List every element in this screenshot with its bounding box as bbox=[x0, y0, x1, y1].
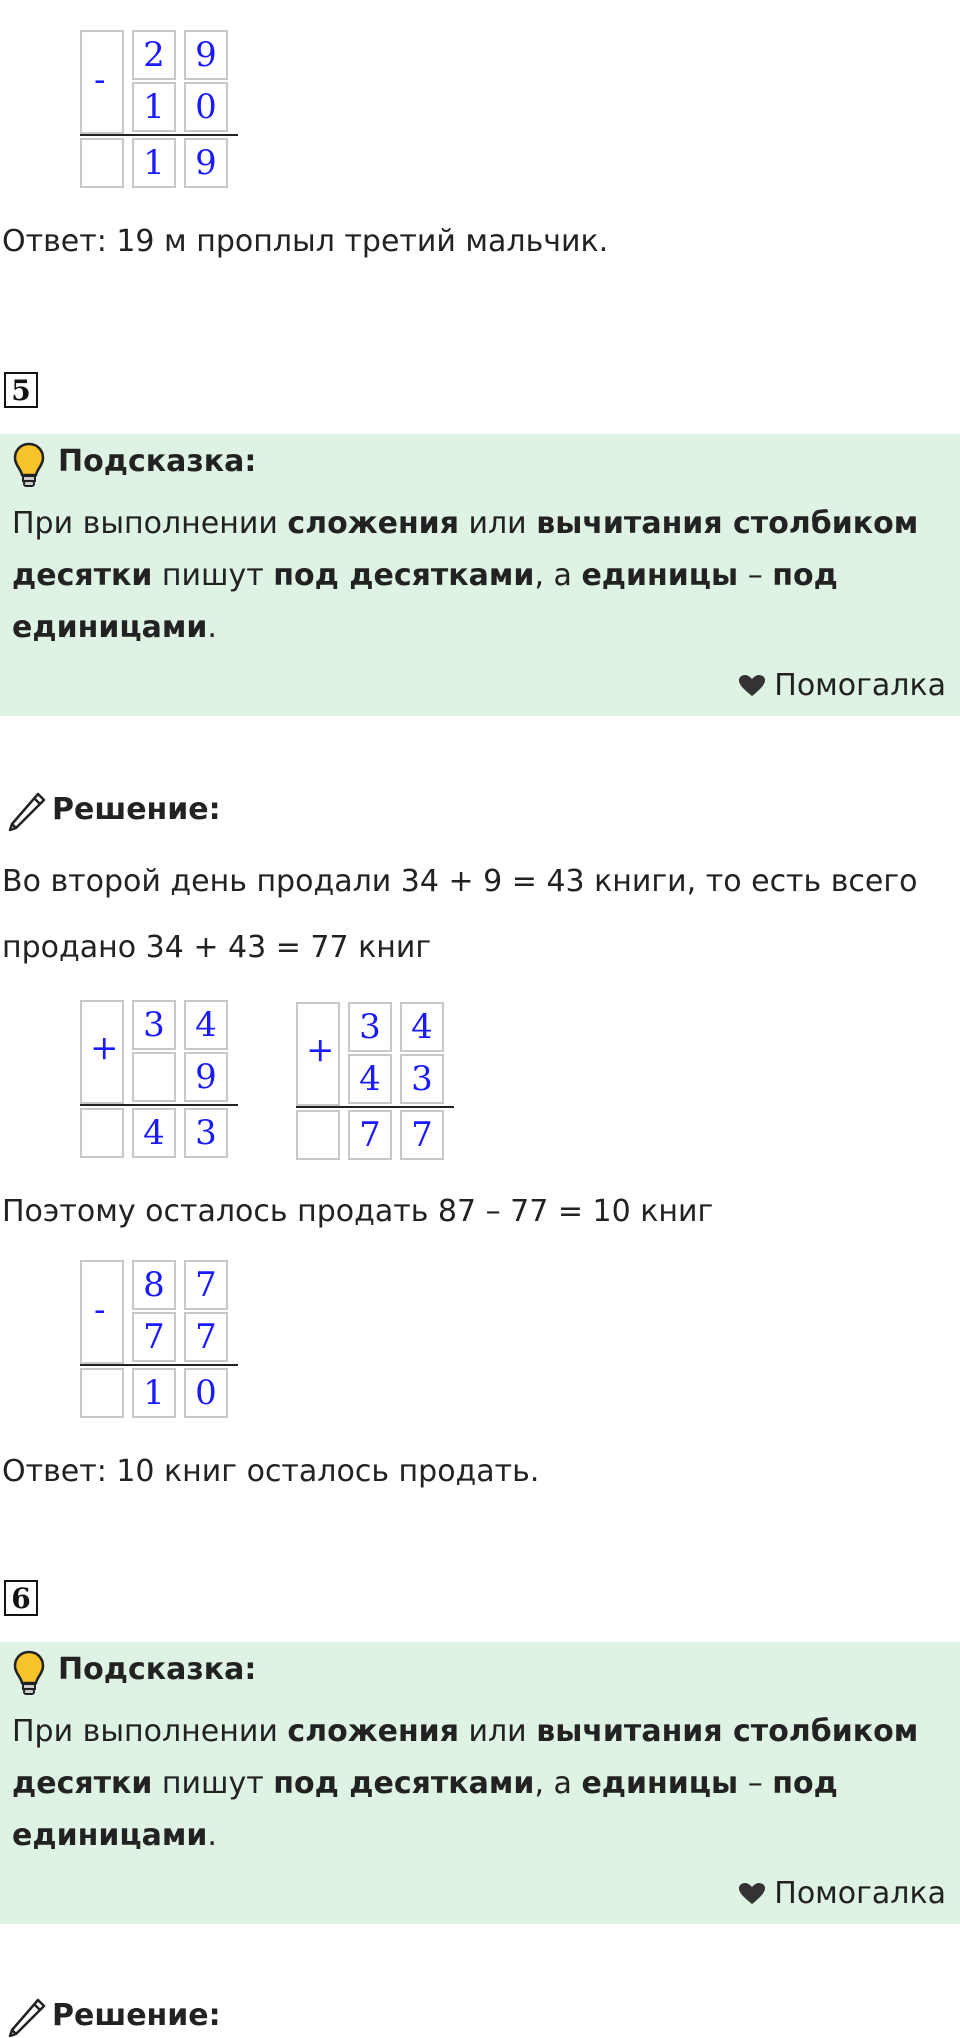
digit-cell: 4 bbox=[132, 1108, 176, 1158]
answer-text: Ответ: 10 книг осталось продать. bbox=[2, 1454, 540, 1489]
sum-line bbox=[80, 1364, 238, 1366]
digit-cell: 9 bbox=[184, 30, 228, 80]
empty-cell bbox=[80, 138, 124, 188]
digit-cell: 7 bbox=[184, 1260, 228, 1310]
credit-label: Помогалка bbox=[774, 1876, 946, 1911]
digit-cell: 7 bbox=[348, 1110, 392, 1160]
hint-text: При выполнении сложения или вычитания столбиком десятки пишут под десятками, а единицы – под единицами. bbox=[12, 506, 919, 645]
digit-cell: 3 bbox=[400, 1054, 444, 1104]
lightbulb-icon bbox=[12, 1650, 46, 1696]
digit-cell: 8 bbox=[132, 1260, 176, 1310]
solution-title: Решение: bbox=[52, 792, 221, 827]
heart-icon bbox=[738, 1882, 766, 1906]
solution-line: продано 34 + 43 = 77 книг bbox=[2, 930, 432, 965]
digit-cell: 4 bbox=[400, 1002, 444, 1052]
column-calc-3 bbox=[296, 1002, 456, 1162]
credit-link[interactable] bbox=[738, 1876, 946, 1911]
digit-cell: 1 bbox=[132, 82, 176, 132]
digit-cell: 0 bbox=[184, 1368, 228, 1418]
digit-cell: 1 bbox=[132, 1368, 176, 1418]
sum-line bbox=[80, 1104, 238, 1106]
lightbulb-icon bbox=[12, 442, 46, 488]
empty-cell bbox=[80, 1368, 124, 1418]
column-calc-4 bbox=[80, 1260, 240, 1420]
digit-cell: 7 bbox=[132, 1312, 176, 1362]
digit-cell: 3 bbox=[132, 1000, 176, 1050]
digit-cell: 9 bbox=[184, 1052, 228, 1102]
hint-panel bbox=[0, 1642, 960, 1924]
hint-title: Подсказка: bbox=[58, 444, 257, 479]
plus-sign: + bbox=[306, 1030, 335, 1070]
digit-cell: 3 bbox=[348, 1002, 392, 1052]
solution-line: Поэтому осталось продать 87 – 77 = 10 книг bbox=[2, 1194, 714, 1229]
task-number-badge: 5 bbox=[4, 372, 38, 408]
answer-text: Ответ: 19 м проплыл третий мальчик. bbox=[2, 224, 609, 259]
digit-cell: 0 bbox=[184, 82, 228, 132]
digit-cell: 4 bbox=[348, 1054, 392, 1104]
column-calc-1 bbox=[80, 30, 240, 190]
column-calc-2 bbox=[80, 1000, 240, 1160]
sum-line bbox=[80, 134, 238, 136]
plus-sign: + bbox=[90, 1028, 119, 1068]
minus-sign: - bbox=[94, 1290, 106, 1330]
hint-text: При выполнении сложения или вычитания столбиком десятки пишут под десятками, а единицы – под единицами. bbox=[12, 1714, 919, 1853]
empty-cell bbox=[296, 1110, 340, 1160]
credit-link[interactable] bbox=[738, 668, 946, 703]
minus-sign: - bbox=[94, 60, 106, 100]
empty-cell bbox=[80, 1108, 124, 1158]
digit-cell: 9 bbox=[184, 138, 228, 188]
digit-cell: 1 bbox=[132, 138, 176, 188]
solution-line: Во второй день продали 34 + 9 = 43 книги, то есть всего bbox=[2, 864, 918, 899]
digit-cell: 2 bbox=[132, 30, 176, 80]
hint-panel bbox=[0, 434, 960, 716]
credit-label: Помогалка bbox=[774, 668, 946, 703]
digit-cell: 7 bbox=[184, 1312, 228, 1362]
digit-cell bbox=[132, 1052, 176, 1102]
solution-title: Решение: bbox=[52, 1998, 221, 2033]
digit-cell: 7 bbox=[400, 1110, 444, 1160]
heart-icon bbox=[738, 674, 766, 698]
digit-cell: 3 bbox=[184, 1108, 228, 1158]
pencil-icon bbox=[4, 1994, 48, 2038]
sum-line bbox=[296, 1106, 454, 1108]
hint-title: Подсказка: bbox=[58, 1652, 257, 1687]
digit-cell: 4 bbox=[184, 1000, 228, 1050]
pencil-icon bbox=[4, 788, 48, 832]
task-number-badge: 6 bbox=[4, 1580, 38, 1616]
